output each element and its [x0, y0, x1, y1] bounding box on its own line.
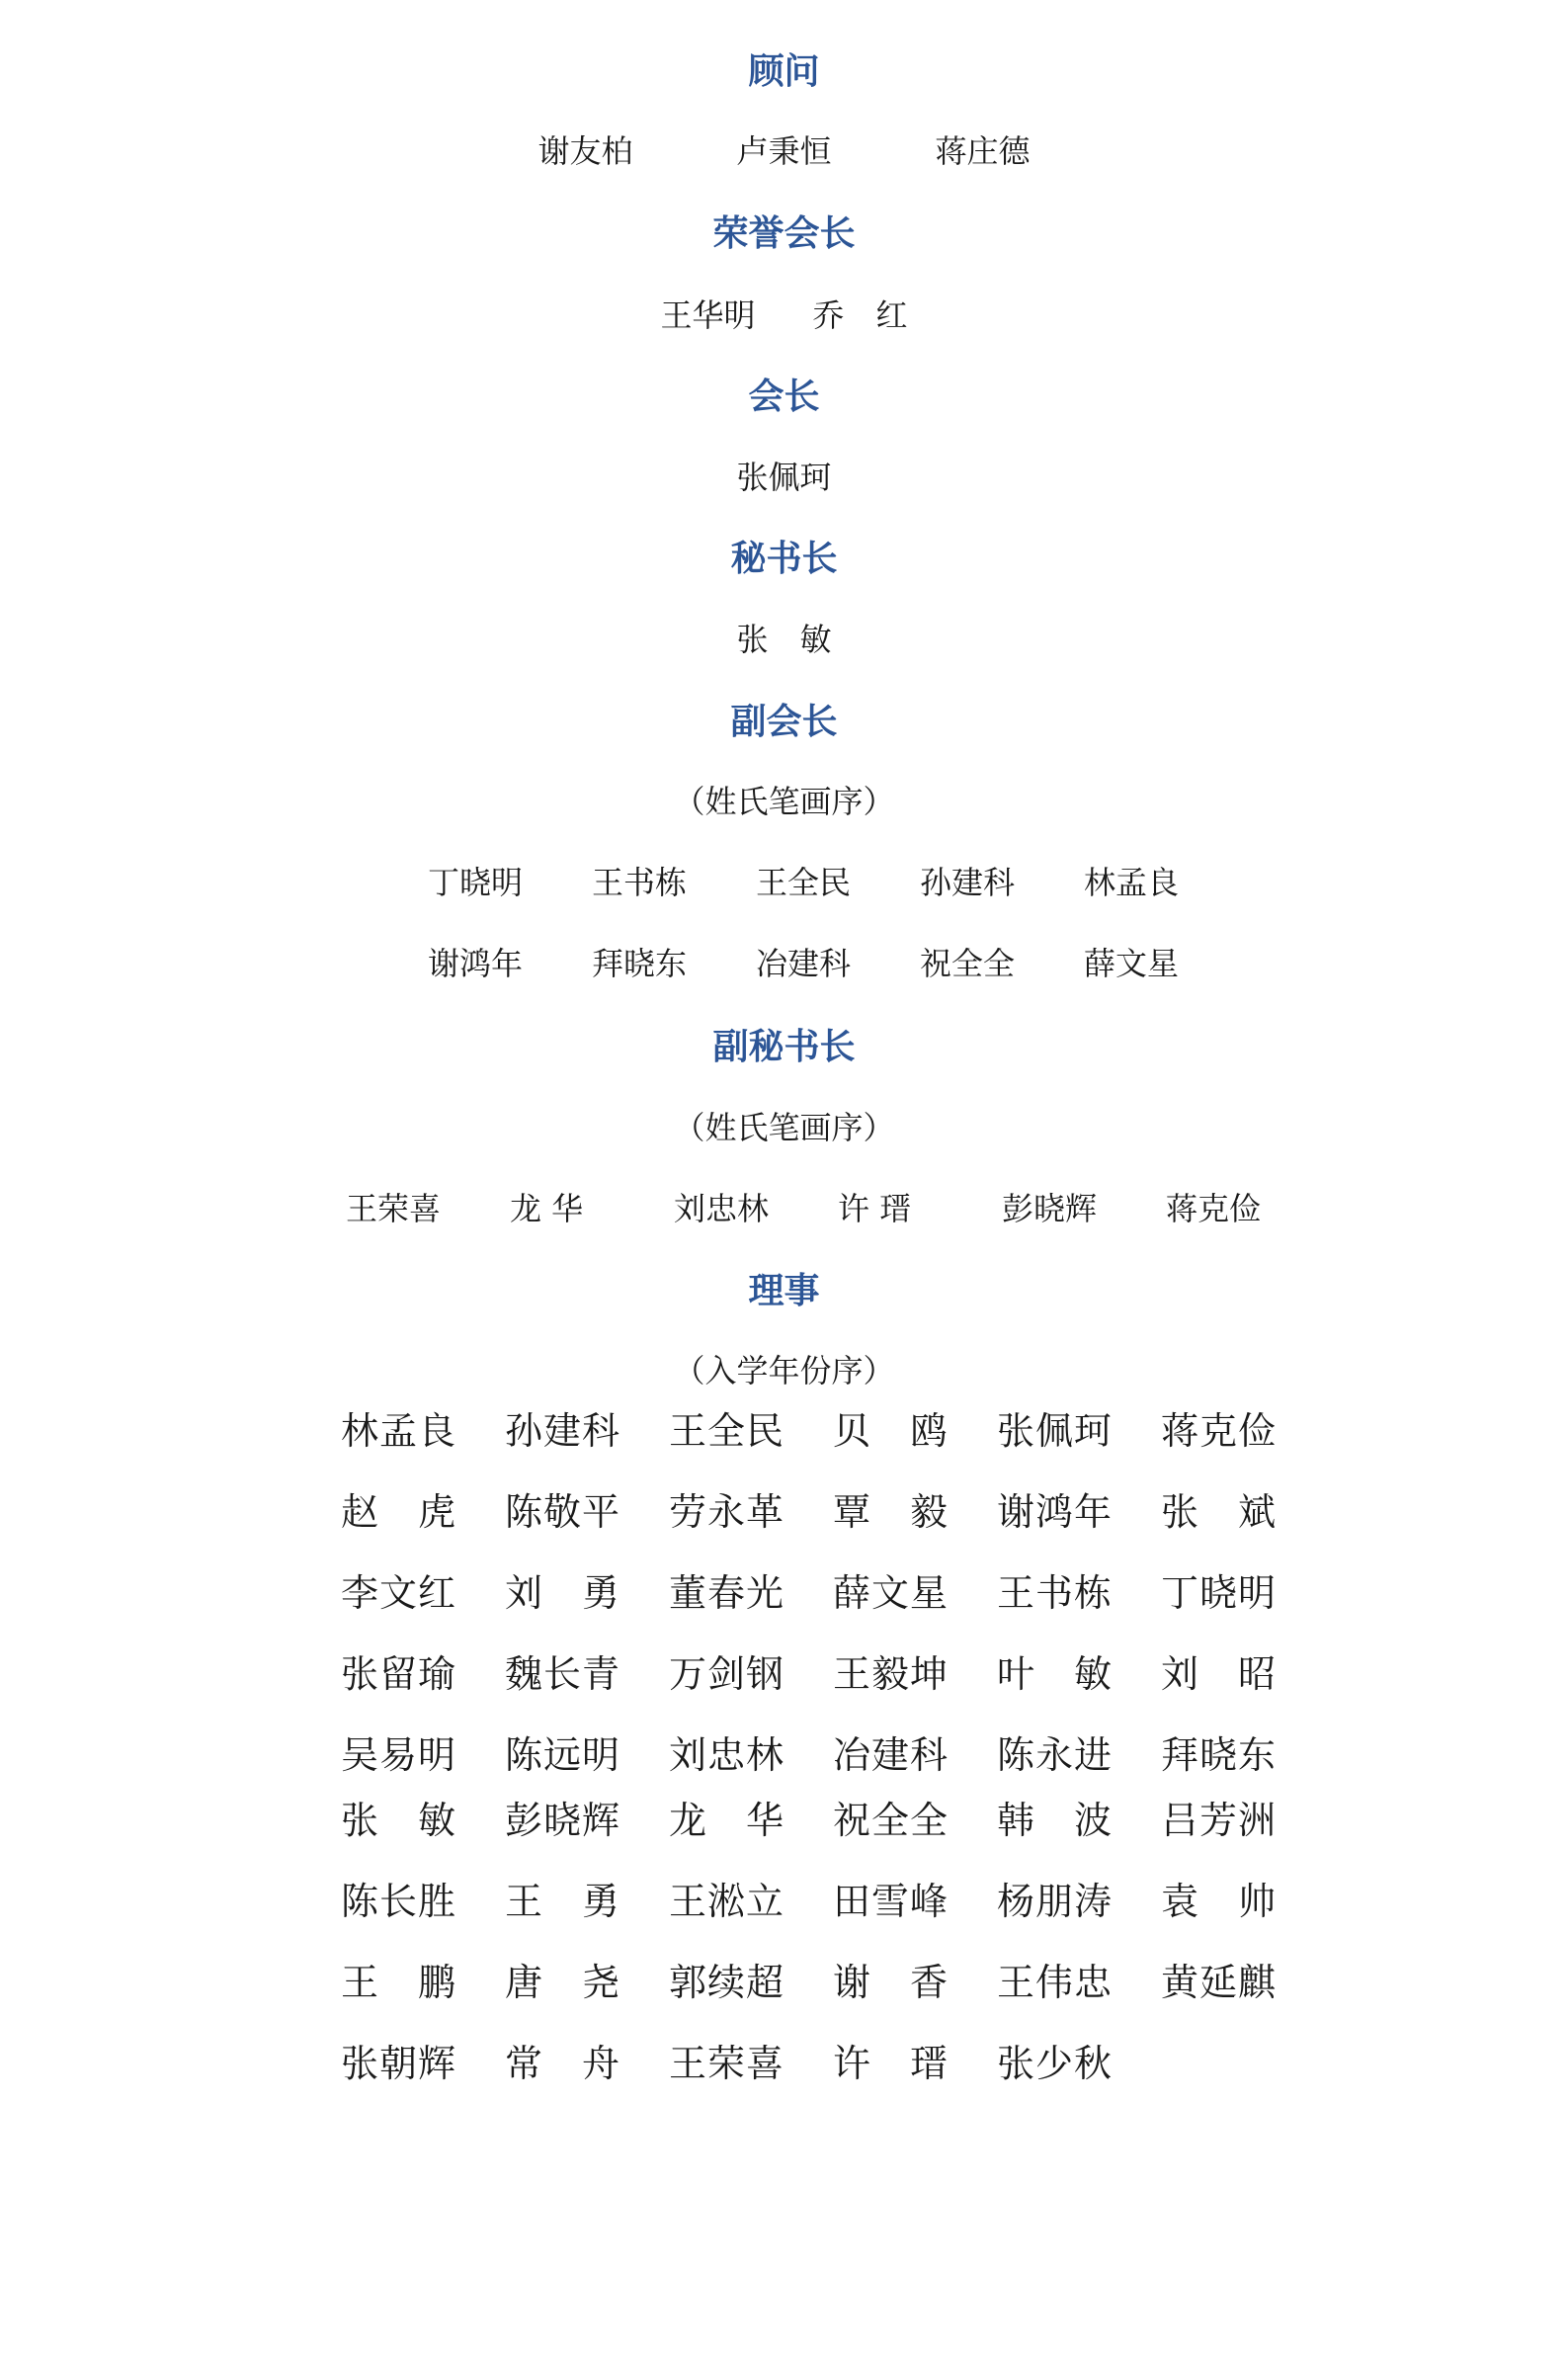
council-member-name: 张留瑜: [341, 1652, 457, 1696]
council-member-name: 袁 帅: [1161, 1880, 1278, 1923]
council-member-name: 张少秋: [997, 2042, 1114, 2085]
council-member-name: 郭续超: [669, 1961, 785, 2004]
council-member-name: 陈永进: [997, 1733, 1114, 1777]
vice-president-name: 拜晓东: [592, 945, 688, 982]
council-member-name: 杨朋涛: [997, 1880, 1114, 1923]
council-member-name: 王全民: [669, 1409, 785, 1453]
council-member-name: 黄延麒: [1161, 1961, 1278, 2004]
council-member-name: 刘忠林: [669, 1733, 785, 1777]
council-member-name: 吴易明: [341, 1733, 457, 1777]
council-member-name: 万剑钢: [669, 1652, 785, 1696]
council-member-name: 赵 虎: [341, 1490, 457, 1534]
vice-president-name: 冶建科: [756, 945, 852, 982]
advisor-name: 卢秉恒: [736, 132, 832, 170]
council-member-name: 王伟忠: [997, 1961, 1114, 2004]
advisor-name: 谢友柏: [537, 132, 633, 170]
council-member-name: 韩 波: [997, 1799, 1114, 1842]
council-member-name: 张朝辉: [341, 2042, 457, 2085]
council-member-name: 孙建科: [505, 1409, 621, 1453]
secretary-general-name: 张 敏: [736, 621, 832, 658]
section-title-advisors: 顾问: [748, 51, 820, 92]
council-member-name: 叶 敏: [997, 1652, 1114, 1696]
president-name: 张佩珂: [736, 459, 832, 496]
vice-presidents-row-1: [0, 860, 1568, 905]
deputy-secretary-name: 许 瑨: [838, 1190, 912, 1227]
vice-president-name: 谢鸿年: [428, 945, 524, 982]
council-member-name: 唐 尧: [505, 1961, 621, 2004]
council-member-name: 陈敬平: [505, 1490, 621, 1534]
council-member-name: 贝 鸥: [833, 1409, 949, 1453]
vice-president-name: 丁晓明: [428, 864, 524, 901]
secretary-general-row: [0, 617, 1568, 662]
council-member-name: 张 敏: [341, 1799, 457, 1842]
vice-president-name: 王全民: [756, 864, 852, 901]
section-title-deputy-secretaries: 副秘书长: [712, 1027, 856, 1067]
council-member-name: 王 鹏: [341, 1961, 457, 2004]
council-member-name: 拜晓东: [1161, 1733, 1278, 1777]
section-title-council: 理事: [748, 1271, 820, 1311]
deputy-secretary-name: 龙 华: [510, 1190, 584, 1227]
council-member-name: 王淞立: [669, 1880, 785, 1923]
council-member-name: 覃 毅: [833, 1490, 949, 1534]
vice-president-name: 祝全全: [920, 945, 1016, 982]
council-member-name: 田雪峰: [833, 1880, 949, 1923]
council-member-name: 祝全全: [833, 1799, 949, 1842]
council-member-name: 刘 昭: [1161, 1652, 1278, 1696]
council-member-name: 陈远明: [505, 1733, 621, 1777]
vice-presidents-row-2: [0, 941, 1568, 986]
honorary-presidents-row: [0, 293, 1568, 338]
council-member-name: 董春光: [669, 1571, 785, 1615]
council-member-name: 张佩珂: [997, 1409, 1114, 1453]
advisor-name: 蒋庄德: [935, 132, 1031, 170]
council-member-name: 张 斌: [1161, 1490, 1278, 1534]
council-member-name: 丁晓明: [1161, 1571, 1278, 1615]
council-member-name: 吕芳洲: [1161, 1799, 1278, 1842]
council-member-name: 蒋克俭: [1161, 1409, 1278, 1453]
vice-president-name: 孙建科: [920, 864, 1016, 901]
council-member-name: 谢鸿年: [997, 1490, 1114, 1534]
section-title-secretary-general: 秘书长: [730, 539, 838, 579]
honorary-president-name: 乔 红: [812, 296, 908, 334]
deputy-secretary-name: 蒋克俭: [1166, 1190, 1262, 1227]
council-member-name: 王荣喜: [669, 2042, 785, 2085]
advisors-row: [0, 128, 1568, 174]
deputy-secretary-name: 王荣喜: [346, 1190, 442, 1227]
council-member-name: 李文红: [341, 1571, 457, 1615]
council-member-name: 林孟良: [341, 1409, 457, 1453]
section-title-honorary-presidents: 荣誉会长: [712, 213, 856, 254]
council-member-name: 劳永革: [669, 1490, 785, 1534]
council-member-name: 常 舟: [505, 2042, 621, 2085]
section-title-president: 会长: [748, 377, 820, 417]
council-member-name: 薛文星: [833, 1571, 949, 1615]
council-order-note: （入学年份序）: [673, 1352, 895, 1389]
vice-president-name: 林孟良: [1084, 864, 1180, 901]
vice-presidents-order-note: （姓氏笔画序）: [673, 783, 895, 820]
council-member-name: 陈长胜: [341, 1880, 457, 1923]
honorary-president-name: 王华明: [660, 296, 756, 334]
vice-president-name: 薛文星: [1084, 945, 1180, 982]
president-row: [0, 455, 1568, 500]
deputy-secretaries-row: [0, 1186, 1568, 1231]
council-member-name: 王书栋: [997, 1571, 1114, 1615]
council-member-name: 冶建科: [833, 1733, 949, 1777]
council-member-name: 王 勇: [505, 1880, 621, 1923]
council-member-name: 王毅坤: [833, 1652, 949, 1696]
council-member-name: 彭晓辉: [505, 1799, 621, 1842]
council-member-name: 谢 香: [833, 1961, 949, 2004]
council-member-name: 龙 华: [669, 1799, 785, 1842]
deputy-secretaries-order-note: （姓氏笔画序）: [673, 1109, 895, 1146]
deputy-secretary-name: 刘忠林: [674, 1190, 770, 1227]
section-title-vice-presidents: 副会长: [730, 702, 838, 742]
council-member-name: 魏长青: [505, 1652, 621, 1696]
council-member-name: 许 瑨: [833, 2042, 949, 2085]
council-member-name: 刘 勇: [505, 1571, 621, 1615]
vice-president-name: 王书栋: [592, 864, 688, 901]
deputy-secretary-name: 彭晓辉: [1002, 1190, 1098, 1227]
